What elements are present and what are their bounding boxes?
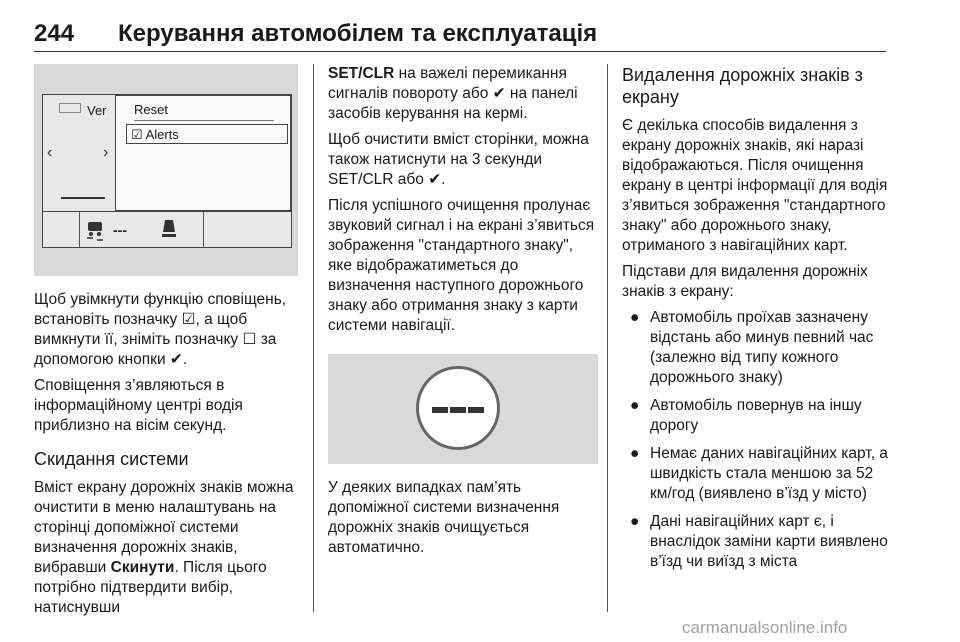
page-title: Керування автомобілем та експлуатація — [118, 20, 598, 47]
bullet-icon: ● — [630, 309, 640, 326]
bullet-icon: ● — [630, 397, 640, 414]
page-number: 244 — [34, 20, 75, 47]
tab-label: Ver — [87, 103, 107, 118]
paragraph-reset-bold: Скинути — [110, 559, 175, 576]
menu-item-alerts — [126, 124, 288, 144]
no-sign-dash-text: --- — [113, 222, 127, 238]
paragraph-after-clear: Після успішного очищення пролунає звуковий сигнал і на екрані з’явиться зображення "стандартного знаку", яке відображатиметься до визначення наступного дорожнього знаку або отримання знаку з карти системи навігації. — [328, 197, 595, 334]
list-item-text: Немає даних навігаційних карт, а швидкість стала меншою за 52 км/год (виявлено в’їзд у місто) — [650, 445, 888, 502]
setclr-bold: SET/CLR — [328, 65, 395, 82]
paragraph-alerts-toggle: Щоб увімкнути функцію сповіщень, встановіть позначку ☑, а щоб вимкнути її, зніміть позначку ☐ за допомогою кнопки ✔. — [34, 291, 287, 368]
paragraph-auto-clear: У деяких випадках пам’ять допоміжної системи визначення дорожніх знаків очищується автоматично. — [328, 479, 560, 556]
list-item-text: Автомобіль проїхав зазначену відстань або минув певний час (залежно від типу кожного дорожнього знаку) — [650, 309, 874, 386]
paragraph-setclr — [328, 64, 598, 124]
paragraph-reset-text-b: . Після цього потрібно підтвердити вибір, натиснувши — [34, 559, 267, 616]
bar-divider — [203, 212, 204, 248]
column-divider — [313, 64, 314, 612]
sign-dash — [468, 407, 484, 413]
display-illustration — [34, 64, 298, 276]
column-middle — [328, 64, 598, 564]
paragraph-clear-page: Щоб очистити вміст сторінки, можна також натиснути на 3 секунди SET/CLR або ✔. — [328, 131, 589, 188]
bullet-icon: ● — [630, 513, 640, 530]
list-item — [622, 308, 888, 388]
menu-item-alerts-label: Alerts — [145, 127, 179, 142]
driver-info-screen — [42, 94, 292, 248]
page-header — [34, 20, 886, 52]
paragraph-reasons-intro: Підстави для видалення дорожніх знаків з екрану: — [622, 263, 868, 300]
heading-reset: Скидання системи — [34, 449, 189, 469]
column-left — [34, 64, 300, 624]
screen-bottom-bar — [43, 211, 291, 248]
chevron-right-icon: › — [103, 144, 109, 161]
sign-dash — [450, 407, 466, 413]
paragraph-reset — [34, 478, 300, 618]
column-divider — [607, 64, 608, 612]
watermark: carmanualsonline.info — [682, 618, 848, 637]
tab-icon — [59, 103, 81, 113]
list-item — [622, 512, 888, 572]
list-item-text: Автомобіль повернув на іншу дорогу — [650, 397, 862, 434]
standard-sign-icon — [416, 366, 500, 450]
lane-icon — [161, 218, 177, 240]
column-right — [622, 64, 888, 580]
paragraph-remove-intro: Є декілька способів видалення з екрану дорожніх знаків, які наразі відображаються. Після очищення екрану в центрі інформації для водія з’явиться зображення "стандартного знаку" або дорожнього знаку, отриманого з навігаційних карт. — [622, 117, 888, 254]
screen-left-panel — [43, 95, 116, 211]
checkbox-checked-icon: ☑ — [131, 127, 143, 142]
paragraph-setclr-text: на важелі перемикання сигналів повороту або ✔ на панелі засобів керування на кермі. — [328, 65, 578, 122]
bar-divider — [79, 212, 80, 248]
settings-menu — [115, 95, 291, 211]
paragraph-alerts-duration: Сповіщення з’являються в інформаційному центрі водія приблизно на вісім секунд. — [34, 377, 243, 434]
list-item — [622, 444, 888, 504]
reasons-list — [622, 308, 888, 572]
chevron-left-icon: ‹ — [47, 144, 53, 161]
standard-sign-illustration — [328, 354, 598, 464]
sign-dash — [432, 407, 448, 413]
divider-line — [61, 197, 105, 199]
paragraph-reset-text-a: Вміст екрану дорожніх знаків можна очистити в меню налаштувань на сторінці допоміжної системи визначення дорожніх знаків, вибравши — [34, 479, 294, 576]
list-item — [622, 396, 888, 436]
heading-remove-signs: Видалення дорожніх знаків з екрану — [622, 65, 863, 107]
car-dashboard-icon — [85, 218, 107, 242]
bullet-icon: ● — [630, 445, 640, 462]
list-item-text: Дані навігаційних карт є, і внаслідок заміни карти виявлено в’їзд чи виїзд з міста — [650, 513, 888, 570]
menu-item-reset: Reset — [134, 100, 274, 121]
header-divider — [34, 51, 886, 52]
